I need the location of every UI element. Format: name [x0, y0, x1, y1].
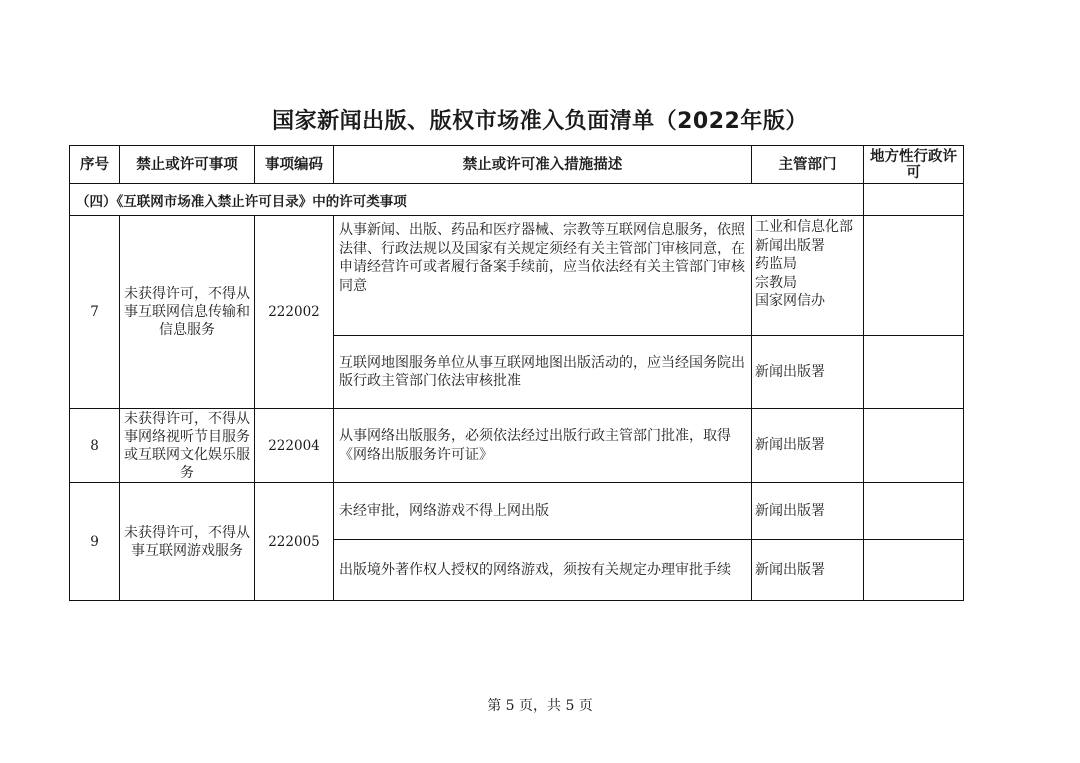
header-code: 事项编码 — [255, 146, 334, 184]
row-matter: 未获得许可，不得从事网络视听节目服务或互联网文化娱乐服务 — [120, 409, 255, 483]
department-item: 新闻出版署 — [755, 502, 825, 519]
header-matter: 禁止或许可事项 — [120, 146, 255, 184]
department-item: 新闻出版署 — [755, 363, 825, 380]
measure-departments — [752, 336, 864, 409]
local-permit-cell — [864, 216, 964, 336]
header-description: 禁止或许可准入措施描述 — [334, 146, 752, 184]
table-row — [70, 216, 964, 336]
department-item: 工业和信息化部 — [755, 219, 853, 235]
row-seq: 9 — [70, 483, 120, 601]
department-item: 新闻出版署 — [755, 237, 825, 254]
measure-description: 未经审批，网络游戏不得上网出版 — [334, 483, 752, 540]
local-permit-cell — [864, 409, 964, 483]
row-code: 222002 — [255, 216, 334, 409]
row-code: 222005 — [255, 483, 334, 601]
row-seq: 8 — [70, 409, 120, 483]
department-item: 新闻出版署 — [755, 437, 825, 454]
page-footer: 第 5 页，共 5 页 — [487, 698, 593, 714]
page-title: 国家新闻出版、版权市场准入负面清单（2022年版） — [272, 109, 808, 134]
department-item: 新闻出版署 — [755, 561, 825, 578]
section-empty-cell — [864, 184, 964, 216]
header-seq: 序号 — [70, 146, 120, 184]
row-matter: 未获得许可，不得从事互联网信息传输和信息服务 — [120, 216, 255, 409]
row-seq: 7 — [70, 216, 120, 409]
department-item: 宗教局 — [755, 274, 797, 291]
measure-description: 从事新闻、出版、药品和医疗器械、宗教等互联网信息服务，依照法律、行政法规以及国家有关规定须经有关主管部门审核同意，在申请经营许可或者履行备案手续前，应当依法经有关主管部门审核同意 — [334, 216, 752, 336]
header-row — [70, 146, 964, 184]
table-row — [70, 409, 964, 483]
local-permit-cell — [864, 483, 964, 540]
table-row — [70, 483, 964, 540]
measure-description: 从事网络出版服务，必须依法经过出版行政主管部门批准，取得《网络出版服务许可证》 — [334, 409, 752, 483]
measure-departments — [752, 216, 864, 336]
section-title: （四）《互联网市场准入禁止许可目录》中的许可类事项 — [70, 184, 864, 216]
measure-description: 出版境外著作权人授权的网络游戏，须按有关规定办理审批手续 — [334, 540, 752, 601]
header-local-permit: 地方性行政许可 — [864, 146, 964, 184]
row-matter: 未获得许可，不得从事互联网游戏服务 — [120, 483, 255, 601]
measure-departments — [752, 409, 864, 483]
local-permit-cell — [864, 336, 964, 409]
header-department: 主管部门 — [752, 146, 864, 184]
negative-list-table — [69, 145, 964, 601]
row-code: 222004 — [255, 409, 334, 483]
measure-departments — [752, 540, 864, 601]
measure-description: 互联网地图服务单位从事互联网地图出版活动的，应当经国务院出版行政主管部门依法审核批准 — [334, 336, 752, 409]
department-item: 药监局 — [755, 256, 797, 272]
department-item: 国家网信办 — [755, 293, 825, 309]
section-row — [70, 184, 964, 216]
local-permit-cell — [864, 540, 964, 601]
measure-departments — [752, 483, 864, 540]
